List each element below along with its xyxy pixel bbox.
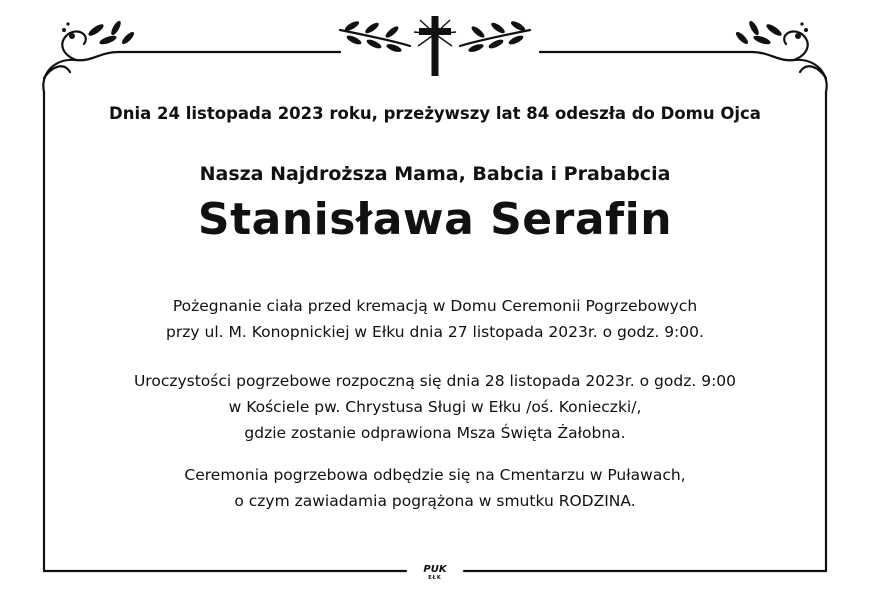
farewell-paragraph xyxy=(0,293,870,345)
deceased-name: Stanisława Serafin xyxy=(197,194,673,245)
cross-with-rays-icon xyxy=(414,16,456,76)
logo-main-text: PUK xyxy=(423,564,447,575)
funeral-ceremony-paragraph xyxy=(0,368,870,446)
company-logo xyxy=(413,565,457,581)
paragraph-line: Uroczystości pogrzebowe rozpoczną się dnia 28 listopada 2023r. o godz. 9:00 xyxy=(133,372,737,390)
paragraph-line: Pożegnanie ciała przed kremacją w Domu Ceremonii Pogrzebowych xyxy=(172,297,698,315)
paragraph-line: w Kościele pw. Chrystusa Sługi w Ełku /oś. Konieczki/, xyxy=(228,398,642,416)
paragraph-line: Ceremonia pogrzebowa odbędzie się na Cmentarzu w Puławach, xyxy=(184,466,686,484)
paragraph-line: gdzie zostanie odprawiona Msza Święta Żałobna. xyxy=(244,424,626,442)
family-relation-subtitle: Nasza Najdroższa Mama, Babcia i Prababcia xyxy=(199,163,671,185)
death-announcement-headline: Dnia 24 listopada 2023 roku, przeżywszy lat 84 odeszła do Domu Ojca xyxy=(109,104,761,123)
cemetery-paragraph xyxy=(0,462,870,514)
paragraph-line: o czym zawiadamia pogrążona w smutku RODZINA. xyxy=(234,492,636,510)
logo-sub-text: EŁK xyxy=(428,575,442,581)
paragraph-line: przy ul. M. Konopnickiej w Ełku dnia 27 listopada 2023r. o godz. 9:00. xyxy=(166,323,704,341)
